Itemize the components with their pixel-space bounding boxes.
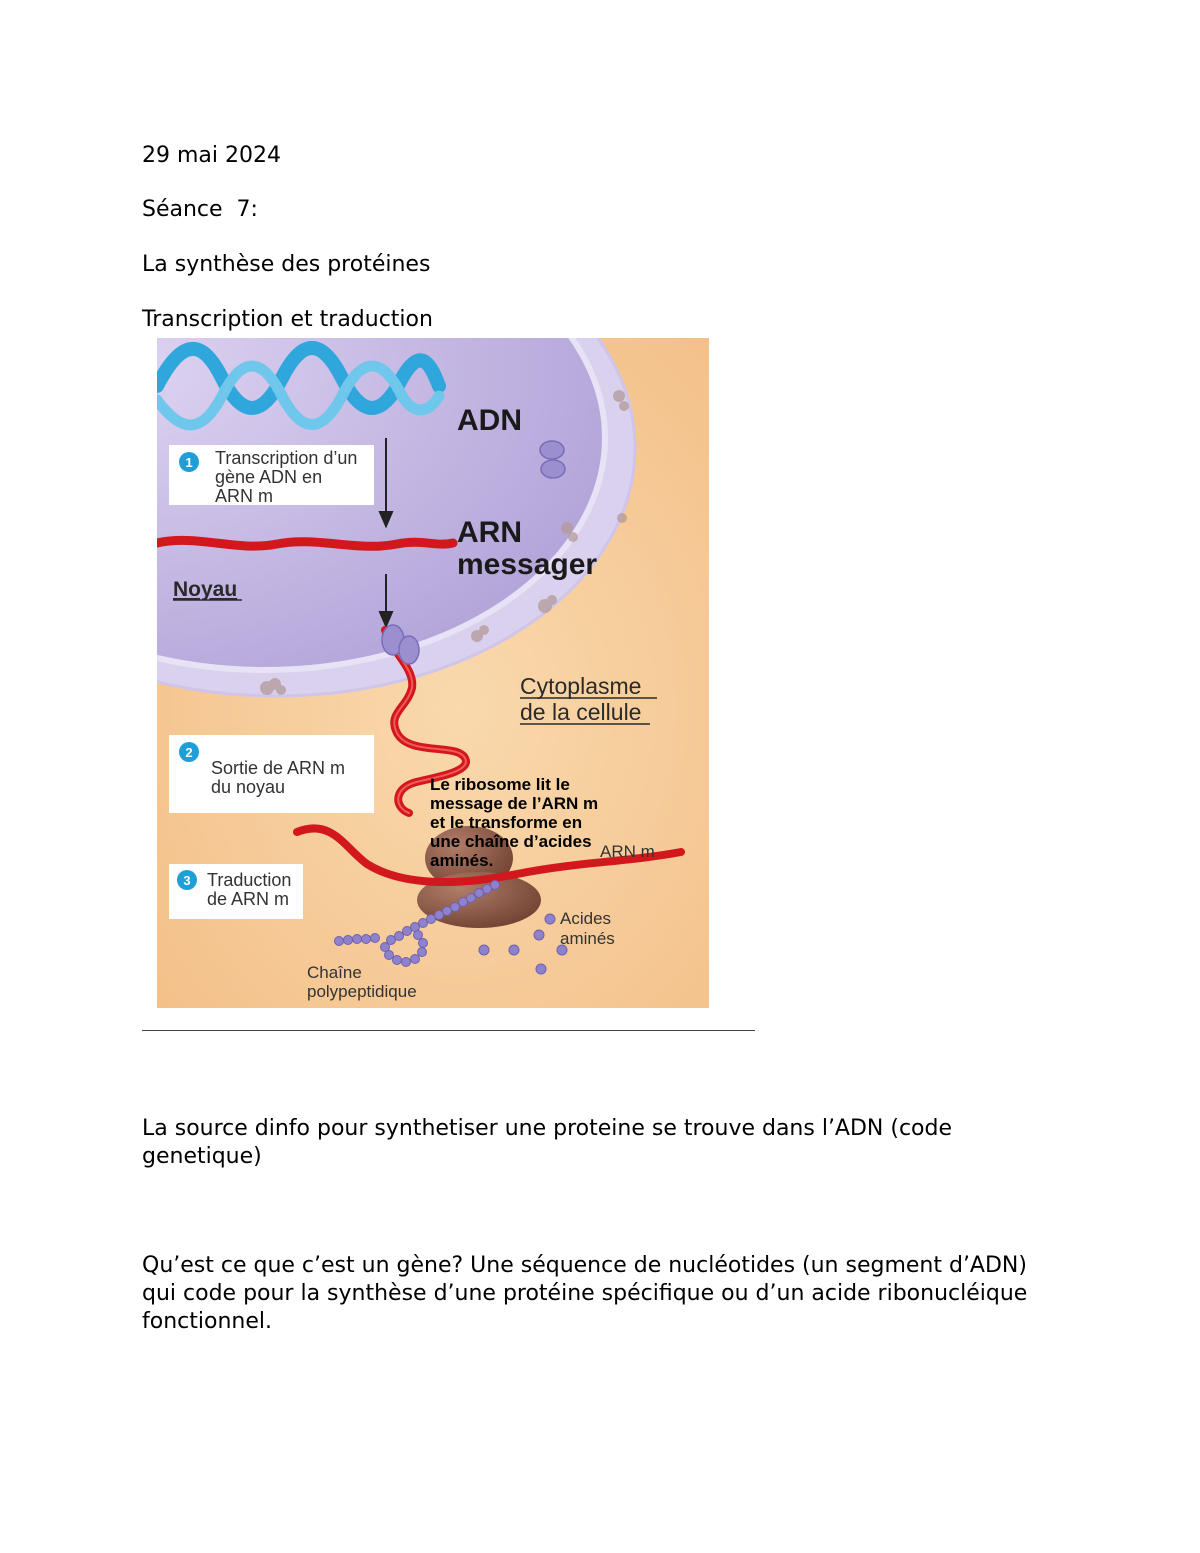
label-acides-line1: Acides <box>560 909 612 928</box>
step3-line2: de ARN m <box>207 889 290 909</box>
protein-synthesis-figure <box>157 338 709 1008</box>
session-heading: Séance 7: <box>142 197 258 222</box>
label-acides-line2: aminés <box>560 929 615 948</box>
step2-line2: du noyau <box>211 777 286 797</box>
label-chaine-line2: polypeptidique <box>307 982 417 1001</box>
horizontal-rule <box>142 1030 755 1031</box>
paragraph-gene-definition: Qu’est ce que c’est un gène? Une séquence de nucléotides (un segment d’ADN) qui code pour la synthèse d’une protéine spécifique ou d’un acide ribonucléique fonctionnel. <box>142 1253 1028 1334</box>
page-title: La synthèse des protéines <box>142 252 431 277</box>
step2-line1: Sortie de ARN m <box>211 758 346 778</box>
step3-line1: Traduction <box>207 870 292 890</box>
step1-line1: Transcription d’un <box>215 448 358 468</box>
step1-line2: gène ADN en <box>215 467 323 487</box>
svg-text:aminés.: aminés. <box>430 851 494 870</box>
label-cytoplasme-line2: de la cellule <box>520 699 642 725</box>
label-arn-m: ARN m <box>600 842 655 861</box>
step2-box <box>169 735 374 813</box>
svg-text:message de l’ARN m: message de l’ARN m <box>430 794 599 813</box>
label-arn-line1: ARN <box>457 516 522 549</box>
svg-text:Le ribosome lit le: Le ribosome lit le <box>430 775 570 794</box>
label-cytoplasme-line1: Cytoplasme <box>520 673 642 699</box>
label-adn: ADN <box>457 404 522 437</box>
label-chaine-line1: Chaîne <box>307 963 362 982</box>
step1-line3: ARN m <box>215 486 273 506</box>
label-noyau: Noyau <box>173 578 238 601</box>
label-arn-line2: messager <box>457 548 598 581</box>
svg-text:et le transforme en: et le transforme en <box>430 813 583 832</box>
svg-text:une chaîne d’acides: une chaîne d’acides <box>430 832 592 851</box>
paragraph-source-info: La source dinfo pour synthetiser une proteine se trouve dans l’ADN (code genetique) <box>142 1116 953 1169</box>
step1-number: 1 <box>185 455 193 470</box>
step3-number: 3 <box>183 873 191 888</box>
step2-number: 2 <box>185 745 193 760</box>
step1-box <box>169 445 374 506</box>
step3-box <box>169 864 303 919</box>
page-subtitle: Transcription et traduction <box>142 307 433 332</box>
mrna-strand <box>157 540 453 546</box>
document-date: 29 mai 2024 <box>142 143 281 168</box>
